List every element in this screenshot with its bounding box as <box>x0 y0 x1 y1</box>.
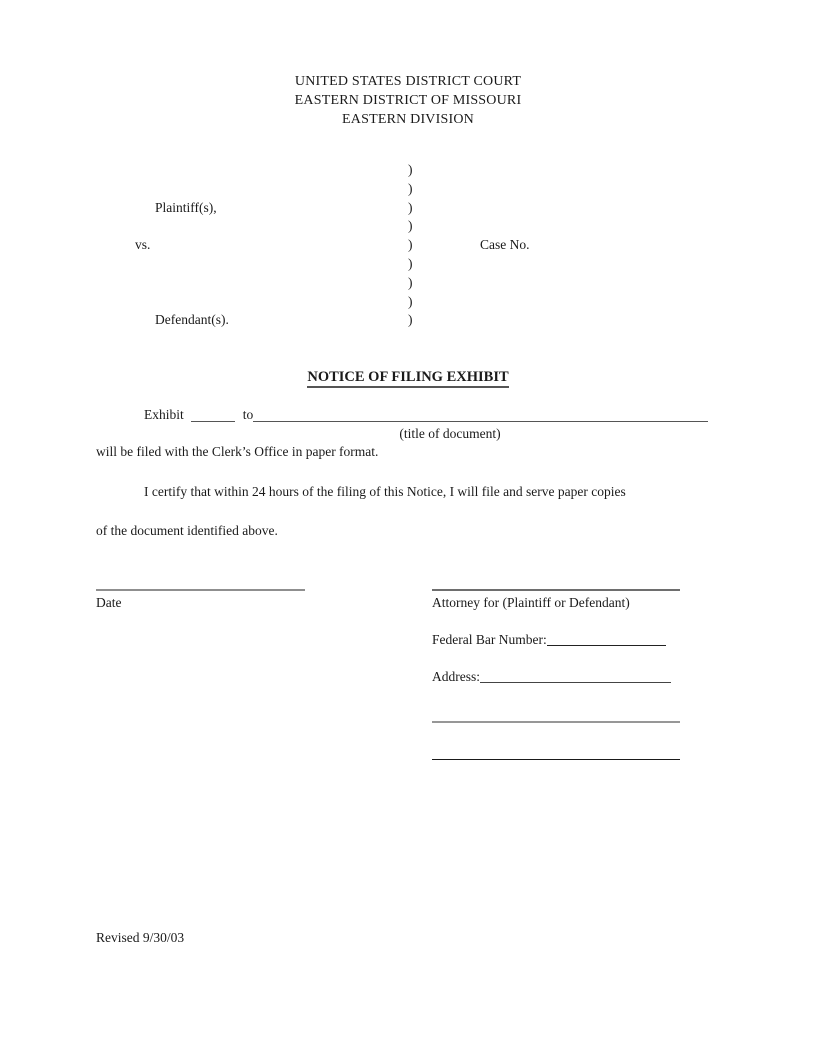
certification-paragraph <box>96 484 718 539</box>
exhibit-section <box>96 406 708 462</box>
federal-bar-label: Federal Bar Number: <box>432 632 547 647</box>
court-name: UNITED STATES DISTRICT COURT <box>294 74 522 89</box>
court-header <box>0 72 816 129</box>
paren-mark: ) <box>408 237 413 253</box>
caption-row <box>96 217 656 236</box>
caption-row <box>96 293 656 312</box>
paren-mark: ) <box>408 293 413 309</box>
case-no-label: Case No. <box>480 237 530 253</box>
paren-mark: ) <box>408 162 413 177</box>
caption-row <box>96 274 656 293</box>
caption-row <box>96 161 656 180</box>
address-label: Address: <box>432 669 480 684</box>
case-caption <box>96 161 656 330</box>
title-of-document-caption: (title of document) <box>399 425 501 441</box>
address-row <box>432 669 671 685</box>
paren-mark: ) <box>408 312 413 328</box>
date-label: Date <box>96 595 122 610</box>
address-blank[interactable] <box>480 671 671 683</box>
address-extra-line-2[interactable] <box>432 759 680 760</box>
to-label: to <box>242 407 254 422</box>
attorney-signature-line[interactable] <box>432 589 680 591</box>
caption-row <box>96 236 656 255</box>
plaintiff-label: Plaintiff(s), <box>155 199 217 215</box>
address-extra-line-1[interactable] <box>432 721 680 723</box>
caption-row <box>96 255 656 274</box>
federal-bar-row <box>432 632 666 648</box>
exhibit-label: Exhibit <box>144 407 184 422</box>
exhibit-number-blank[interactable] <box>191 410 235 422</box>
caption-row <box>96 311 656 330</box>
signature-block <box>96 589 720 779</box>
defendant-label: Defendant(s). <box>155 312 229 328</box>
attorney-label: Attorney for (Plaintiff or Defendant) <box>432 595 630 610</box>
vs-label: vs. <box>135 237 151 253</box>
document-title-blank[interactable] <box>253 410 708 422</box>
certification-line-2: of the document identified above. <box>96 523 278 538</box>
filed-statement: will be filed with the Clerk’s Office in paper format. <box>96 444 379 460</box>
date-signature-line[interactable] <box>96 589 305 591</box>
caption-row <box>96 180 656 199</box>
division-name: EASTERN DIVISION <box>342 112 474 127</box>
paren-mark: ) <box>408 218 413 234</box>
paren-mark: ) <box>408 255 413 271</box>
revision-note: Revised 9/30/03 <box>96 930 185 945</box>
certification-line-1: I certify that within 24 hours of the filing of this Notice, I will file and serve paper copies <box>144 484 626 499</box>
form-title: NOTICE OF FILING EXHIBIT <box>0 369 816 386</box>
district-name: EASTERN DISTRICT OF MISSOURI <box>294 93 522 108</box>
federal-bar-blank[interactable] <box>547 634 666 646</box>
exhibit-line <box>96 406 708 425</box>
paren-mark: ) <box>408 199 413 215</box>
caption-row <box>96 199 656 218</box>
paren-mark: ) <box>408 274 413 290</box>
paren-mark: ) <box>408 180 413 196</box>
